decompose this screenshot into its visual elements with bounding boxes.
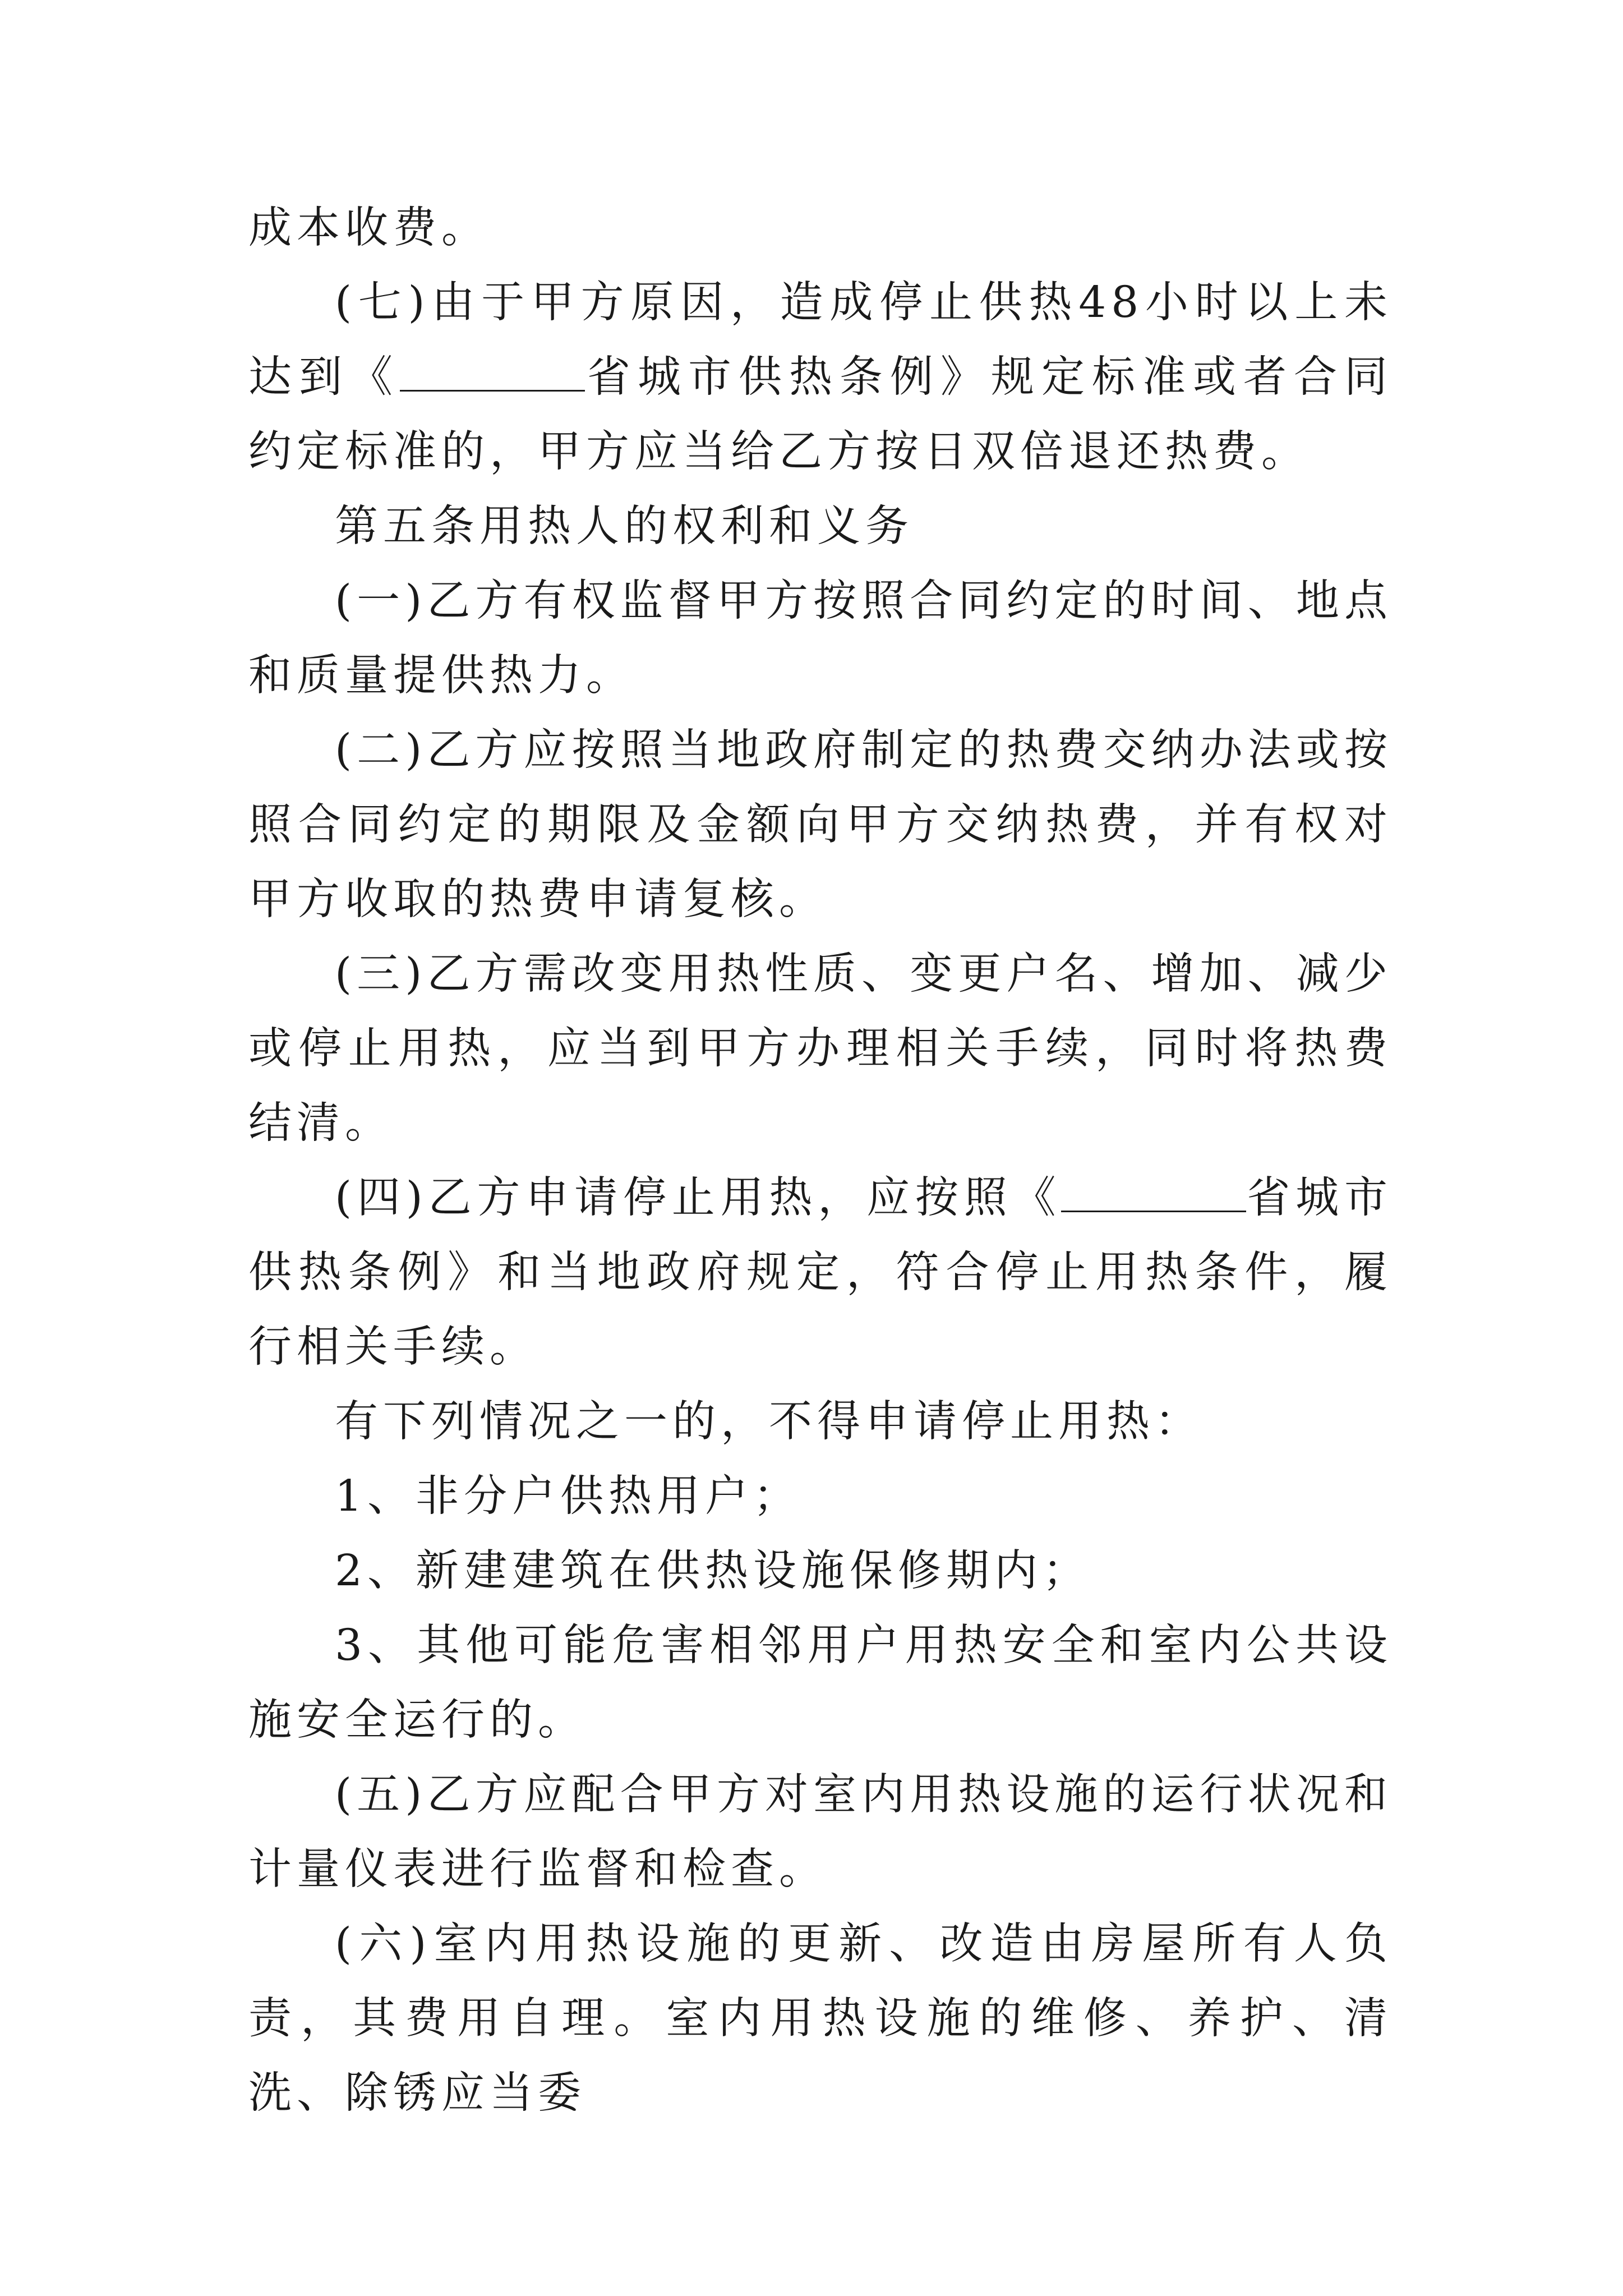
paragraph-cost-charge: 成本收费。 — [248, 203, 490, 253]
clause-7-text-end: 省城市供热条例》规定标准或者合同约定标准的，甲方应当给乙方按日双倍退还热费。 — [248, 352, 1393, 477]
list-item-1: 1、非分户供热用户； — [335, 1471, 801, 1521]
paragraph-item-6: (六)室内用热设施的更新、改造由房屋所有人负责，其费用自理。室内用热设施的维修、养护、清洗、除锈应当委 — [248, 1919, 1393, 2118]
paragraph-item-2: (二)乙方应按照当地政府制定的热费交纳办法或按照合同约定的期限及金额向甲方交纳热费，并有权对甲方收取的热费申请复核。 — [248, 725, 1393, 924]
item-4-text-end: 省城市供热条例》和当地政府规定，符合停止用热条件，履行相关手续。 — [248, 1173, 1393, 1372]
paragraph-item-3: (三)乙方需改变用热性质、变更户名、增加、减少或停止用热，应当到甲方办理相关手续，同时将热费结清。 — [248, 949, 1393, 1148]
paragraph-item-5: (五)乙方应配合甲方对室内用热设施的运行状况和计量仪表进行监督和检查。 — [248, 1770, 1393, 1894]
list-item-2: 2、新建建筑在供热设施保修期内； — [335, 1546, 1091, 1596]
document-page — [248, 191, 1393, 2131]
clause-7-text-start: (七)由于甲方原因，造成停止供热48小时以上未达到《 — [248, 278, 1393, 402]
article-5-heading: 第五条用热人的权利和义务 — [335, 501, 914, 551]
paragraph-clause-7 — [248, 265, 1393, 489]
province-blank-line — [1061, 1171, 1246, 1212]
province-blank-line — [400, 351, 585, 392]
paragraph-conditions-intro: 有下列情况之一的，不得申请停止用热： — [335, 1397, 1203, 1447]
list-item-3: 3、其他可能危害相邻用户用热安全和室内公共设施安全运行的。 — [248, 1621, 1393, 1745]
paragraph-item-1: (一)乙方有权监督甲方按照合同约定的时间、地点和质量提供热力。 — [248, 576, 1393, 701]
item-4-text-start: (四)乙方申请停止用热，应按照《 — [335, 1173, 1062, 1223]
paragraph-item-4 — [248, 1161, 1393, 1384]
